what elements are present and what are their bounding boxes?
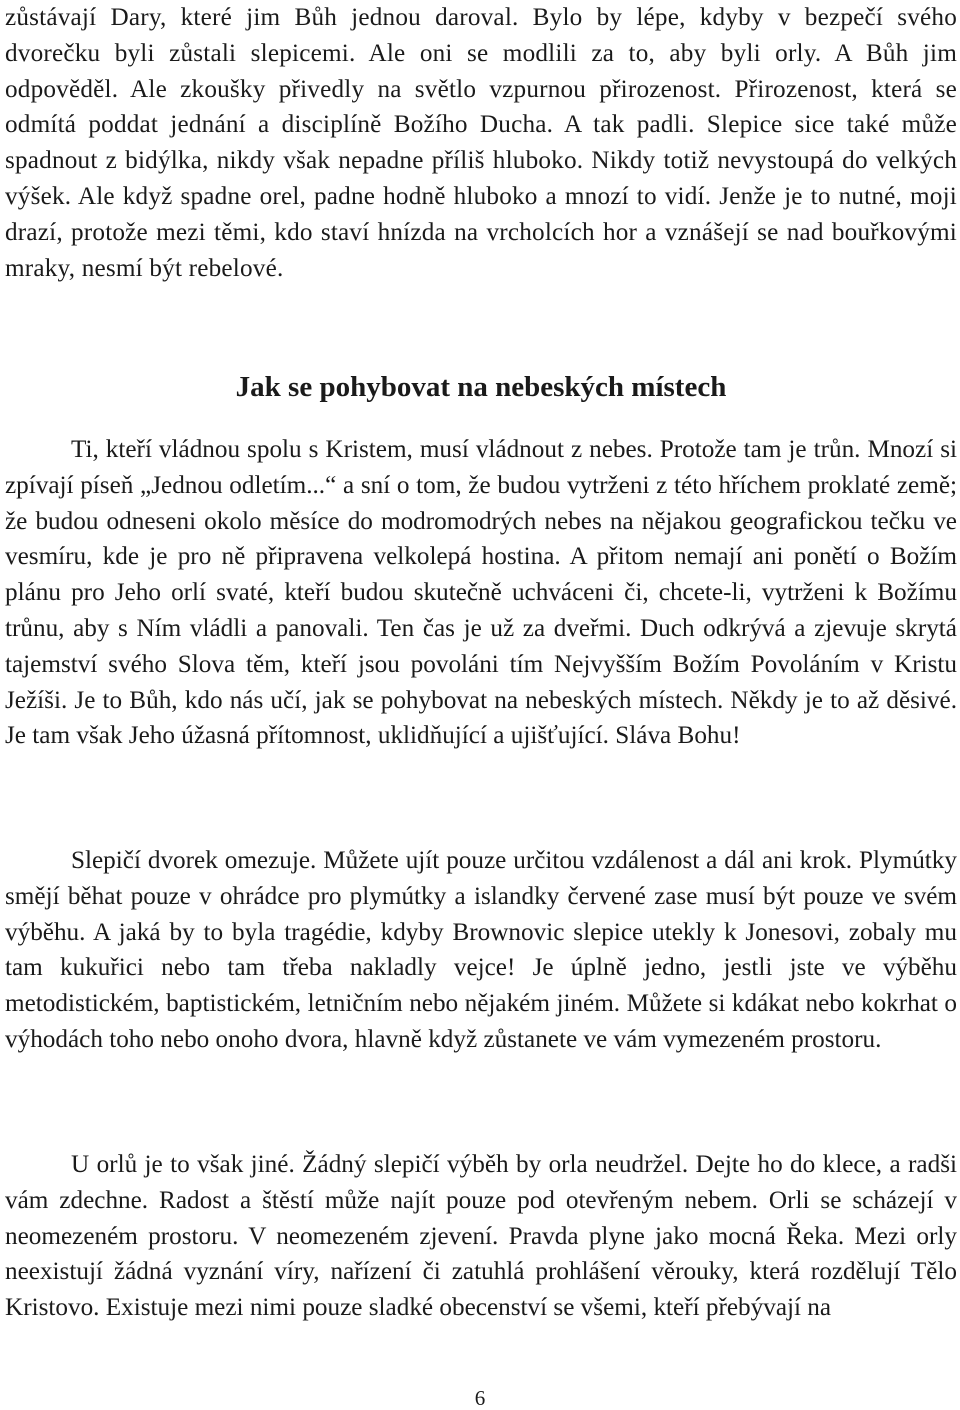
paragraph-2: Ti, kteří vládnou spolu s Kristem, musí vládnout z nebes. Protože tam je trůn. Mnozí si zpívají píseň „Jednou odletím...“ a sní o tom, že budou vytrženi z této hříchem proklaté země; že budou odneseni okolo měsíce do modromodrých nebes na nějakou geografickou tečku ve vesmíru, kde je pro ně připravena velkolepá hostina. A přitom nemají ani ponětí o Božím plánu pro Jeho orlí svaté, kteří budou skutečně uchváceni či, chcete-li, vytrženi k Božímu trůnu, aby s Ním vládli a panovali. Ten čas je už za dveřmi. Duch odkrývá a zjevuje skrytá tajemství svého Slova těm, kteří jsou povoláni tím Nejvyšším Božím Povoláním v Kristu Ježíši. Je to Bůh, kdo nás učí, jak se pohybovat na nebeských místech. Někdy je to až děsivé. Je tam však Jeho úžasná přítomnost, uklidňující a ujišťující. Sláva Bohu! (5, 436, 957, 750)
page-number: 6 (474, 1386, 486, 1410)
section-heading: Jak se pohybovat na nebeských místech (235, 371, 727, 403)
paragraph-4: U orlů je to však jiné. Žádný slepičí výběh by orla neudržel. Dejte ho do klece, a radši vám zdechne. Radost a štěstí může najít pouze pod otevřeným nebem. Orli se scházejí v neomezeném prostoru. V neomezeném zjevení. Pravda plyne jako mocná Řeka. Mezi orly neexistují žádná vyznání víry, nařízení či zatuhlá prohlášení věrouky, která rozdělují Tělo Kristovo. Existuje mezi nimi pouze sladké obecenství se všemi, kteří přebývají na (5, 1151, 957, 1322)
paragraph-3: Slepičí dvorek omezuje. Můžete ujít pouze určitou vzdálenost a dál ani krok. Plymútky smějí běhat pouze v ohrádce pro plymútky a islandky červené zase musí být pouze ve svém výběhu. A jaká by to byla tragédie, kdyby Brownovic slepice utekly k Jonesovi, zobaly mu tam kukuřici nebo tam třeba nakladly vejce! Je úplně jedno, jestli jste ve výběhu metodistickém, baptistickém, letničním nebo nějakém jiném. Můžete si kdákat nebo kokrhat o výhodách toho nebo onoho dvora, hlavně když zůstanete ve vám vymezeném prostoru. (5, 847, 957, 1053)
paragraph-1: zůstávají Dary, které jim Bůh jednou daroval. Bylo by lépe, kdyby v bezpečí svého dvorečku byli zůstali slepicemi. Ale oni se modlili za to, aby byli orly. A Bůh jim odpověděl. Ale zkoušky přivedly na světlo vzpurnou přirozenost. Přirozenost, která se odmítá poddat jednání a disciplíně Božího Ducha. A tak padli. Slepice sice také může spadnout z bidýlka, nikdy však nepadne příliš hluboko. Nikdy totiž nevystoupá do velkých výšek. Ale když spadne orel, padne hodně hluboko a mnozí to vidí. Jenže je to nutné, moji drazí, protože mezi těmi, kdo staví hnízda na vrcholcích hor a vznášejí se nad bouřkovými mraky, nesmí být rebelové. (5, 4, 957, 282)
